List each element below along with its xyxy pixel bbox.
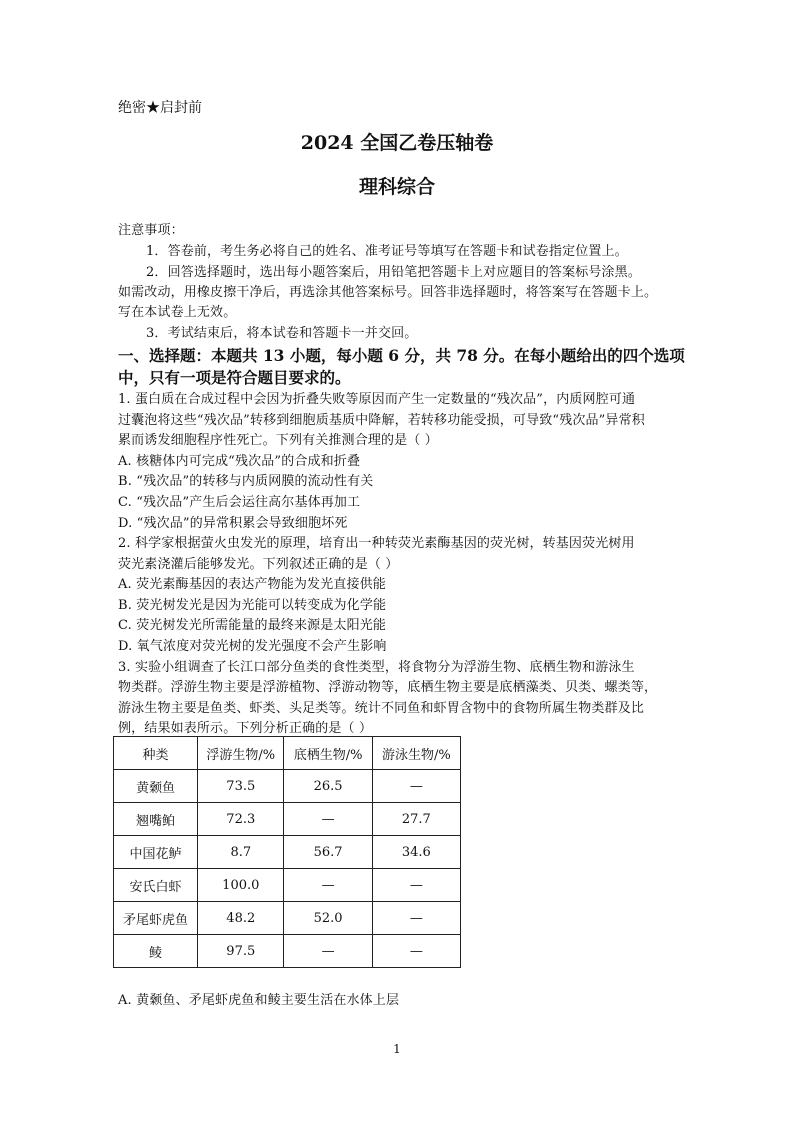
table-cell: —	[372, 869, 460, 902]
table-cell: 52.0	[284, 902, 372, 935]
option-d: D. 氧气浓度对荧光树的发光强度不会产生影响	[118, 639, 387, 654]
table-cell: —	[372, 935, 460, 968]
table-cell: 72.3	[198, 803, 284, 836]
table-row	[114, 803, 461, 836]
table-cell: —	[284, 935, 372, 968]
table-header-cell: 浮游生物/%	[198, 737, 284, 770]
question-stem-line: 1. 蛋白质在合成过程中会因为折叠失败等原因而产生一定数量的“残次品”，内质网腔可通	[118, 392, 636, 407]
question-stem-line: 物类群。浮游生物主要是浮游植物、浮游动物等，底栖生物主要是底栖藻类、贝类、螺类等，	[118, 680, 658, 695]
table-cell: 翘嘴鲌	[114, 803, 198, 836]
notice-line: 如需改动，用橡皮擦干净后，再选涂其他答案标号。回答非选择题时，将答案写在答题卡上。	[118, 285, 658, 300]
option-c: C. “残次品”产生后会运往高尔基体再加工	[118, 495, 361, 510]
notice-heading: 注意事项：	[118, 223, 184, 238]
notice-line: 3．考试结束后，将本试卷和答题卡一并交回。	[146, 326, 418, 341]
table-row	[114, 770, 461, 803]
table-cell: 8.7	[198, 836, 284, 869]
table-row	[114, 836, 461, 869]
section-heading-line: 中，只有一项是符合题目要求的。	[118, 368, 351, 387]
option-a: A. 黄颡鱼、矛尾虾虎鱼和鲮主要生活在水体上层	[118, 993, 400, 1008]
table-header-cell: 底栖生物/%	[284, 737, 372, 770]
table-cell: 黄颡鱼	[114, 770, 198, 803]
table-row	[114, 869, 461, 902]
question-stem-line: 过囊泡将这些“残次品”转移到细胞质基质中降解，若转移功能受损，可导致“残次品”异常积	[118, 413, 645, 428]
option-a: A. 核糖体内可完成“残次品”的合成和折叠	[118, 454, 361, 469]
table-cell: —	[372, 902, 460, 935]
page-number: 1	[393, 1042, 401, 1056]
option-d: D. “残次品”的异常积累会导致细胞坏死	[118, 516, 348, 531]
table-header-cell: 游泳生物/%	[372, 737, 460, 770]
table-row	[114, 902, 461, 935]
table-cell: 34.6	[372, 836, 460, 869]
table-cell: 鲮	[114, 935, 198, 968]
table-cell: 安氏白虾	[114, 869, 198, 902]
exam-subject: 理科综合	[358, 176, 435, 198]
question-stem-line: 累而诱发细胞程序性死亡。下列有关推测合理的是（ ）	[118, 433, 438, 448]
diet-composition-table	[113, 736, 461, 968]
option-b: B. “残次品”的转移与内质网膜的流动性有关	[118, 474, 374, 489]
option-a: A. 荧光素酶基因的表达产物能为发光直接供能	[118, 577, 386, 592]
table-cell: —	[284, 803, 372, 836]
notice-line: 1．答卷前，考生务必将自己的姓名、准考证号等填写在答题卡和试卷指定位置上。	[146, 244, 628, 259]
table-cell: 27.7	[372, 803, 460, 836]
table-header-row	[114, 737, 461, 770]
table-row	[114, 935, 461, 968]
table-cell: 100.0	[198, 869, 284, 902]
table-cell: 56.7	[284, 836, 372, 869]
table-cell: 矛尾虾虎鱼	[114, 902, 198, 935]
option-c: C. 荧光树发光所需能量的最终来源是太阳光能	[118, 618, 387, 633]
exam-title: 2024 全国乙卷压轴卷	[300, 132, 494, 154]
table-cell: —	[284, 869, 372, 902]
question-stem-line: 3. 实验小组调查了长江口部分鱼类的食性类型，将食物分为浮游生物、底栖生物和游泳生	[118, 660, 635, 675]
notice-line: 2．回答选择题时，选出每小题答案后，用铅笔把答题卡上对应题目的答案标号涂黑。	[146, 265, 641, 280]
confidential-seal-text: 绝密★启封前	[118, 100, 202, 116]
section-heading-line: 一、选择题：本题共 13 小题，每小题 6 分，共 78 分。在每小题给出的四个选项	[118, 346, 685, 365]
question-stem-line: 例，结果如表所示。下列分析正确的是（ ）	[118, 721, 373, 736]
table-cell: 48.2	[198, 902, 284, 935]
notice-line: 写在本试卷上无效。	[118, 305, 237, 320]
table-cell: 97.5	[198, 935, 284, 968]
question-stem-line: 游泳生物主要是鱼类、虾类、头足类等。统计不同鱼和虾胃含物中的食物所属生物类群及比	[118, 701, 645, 716]
table-cell: 中国花鲈	[114, 836, 198, 869]
table-cell: —	[372, 770, 460, 803]
question-stem-line: 荧光素浇灌后能够发光。下列叙述正确的是（ ）	[118, 557, 399, 572]
question-stem-line: 2. 科学家根据萤火虫发光的原理，培育出一种转荧光素酶基因的荧光树，转基因荧光树用	[118, 536, 635, 551]
table-cell: 73.5	[198, 770, 284, 803]
table-header-cell: 种类	[114, 737, 198, 770]
option-b: B. 荧光树发光是因为光能可以转变成为化学能	[118, 598, 387, 613]
table-cell: 26.5	[284, 770, 372, 803]
